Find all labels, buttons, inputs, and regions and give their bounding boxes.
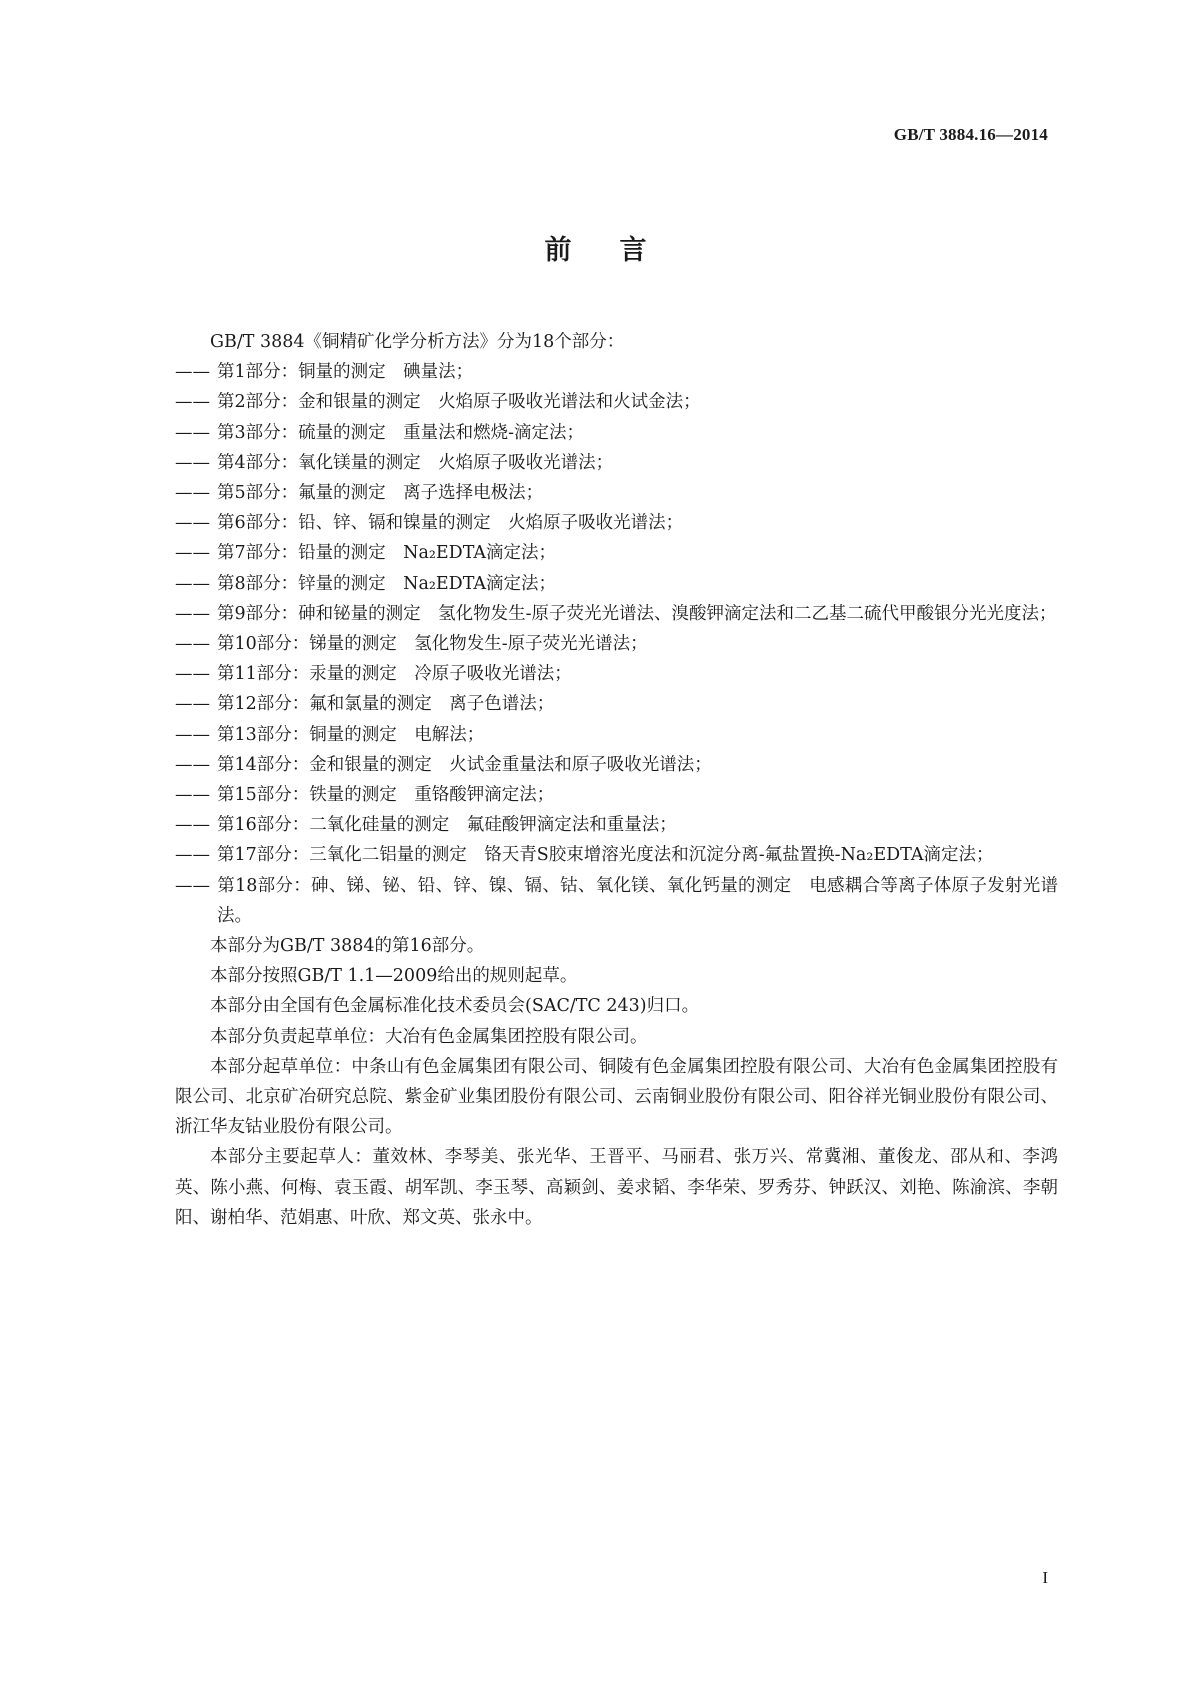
list-item xyxy=(175,720,1058,750)
list-dash: —— xyxy=(175,694,210,715)
part-10-text: 第10部分：锑量的测定 氢化物发生-原子荧光光谱法； xyxy=(217,634,648,655)
list-dash: —— xyxy=(175,362,210,383)
committee-statement: 本部分由全国有色金属标准化技术委员会(SAC/TC 243)归口。 xyxy=(210,996,700,1017)
standard-code: GB/T 3884.16—2014 xyxy=(893,125,1048,144)
list-item xyxy=(175,569,1058,599)
list-dash: —— xyxy=(175,422,210,443)
list-item xyxy=(175,871,1058,931)
page-title: 前言 xyxy=(544,235,695,266)
list-item xyxy=(175,659,1058,689)
part-11-text: 第11部分：汞量的测定 冷原子吸收光谱法； xyxy=(217,664,572,685)
list-dash: —— xyxy=(175,664,210,685)
part-9-text: 第9部分：砷和铋量的测定 氢化物发生-原子荧光光谱法、溴酸钾滴定法和二乙基二硫代甲酸银分光光度法； xyxy=(217,603,1057,624)
part-5-text: 第5部分：氟量的测定 离子选择电极法； xyxy=(217,483,544,504)
list-item xyxy=(175,357,1058,387)
list-item xyxy=(175,478,1058,508)
list-dash: —— xyxy=(175,875,210,896)
list-item xyxy=(175,508,1058,538)
part-1-text: 第1部分：铜量的测定 碘量法； xyxy=(217,362,474,383)
drafting-units-statement: 本部分起草单位：中条山有色金属集团有限公司、铜陵有色金属集团控股有限公司、大冶有色金属集团控股有限公司、北京矿冶研究总院、紫金矿业集团股份有限公司、云南铜业股份有限公司、阳谷祥光铜业股份有限公司、浙江华友钴业股份有限公司。 xyxy=(175,1056,1058,1138)
part-8-text: 第8部分：锌量的测定 Na₂EDTA滴定法； xyxy=(217,573,557,594)
part-6-text: 第6部分：铅、锌、镉和镍量的测定 火焰原子吸收光谱法； xyxy=(217,513,684,534)
list-dash: —— xyxy=(175,452,210,473)
list-dash: —— xyxy=(175,754,210,775)
page-number: I xyxy=(1042,1568,1048,1587)
list-dash: —— xyxy=(175,513,210,534)
part-12-text: 第12部分：氟和氯量的测定 离子色谱法； xyxy=(217,694,555,715)
part-2-text: 第2部分：金和银量的测定 火焰原子吸收光谱法和火试金法； xyxy=(217,392,701,413)
list-item xyxy=(175,418,1058,448)
list-dash: —— xyxy=(175,543,210,564)
parts-list xyxy=(175,357,1058,931)
intro-paragraph: GB/T 3884《铜精矿化学分析方法》分为18个部分： xyxy=(210,332,625,352)
list-item xyxy=(175,780,1058,810)
part-16-text: 第16部分：二氧化硅量的测定 氟硅酸钾滴定法和重量法； xyxy=(217,815,677,836)
list-item xyxy=(175,448,1058,478)
responsible-unit-statement: 本部分负责起草单位：大冶有色金属集团控股有限公司。 xyxy=(210,1026,648,1047)
list-dash: —— xyxy=(175,573,210,594)
part-4-text: 第4部分：氧化镁量的测定 火焰原子吸收光谱法； xyxy=(217,452,614,473)
list-item xyxy=(175,810,1058,840)
part-18-text: 第18部分：砷、锑、铋、铅、锌、镍、镉、钴、氧化镁、氧化钙量的测定 电感耦合等离子体原子发射光谱法。 xyxy=(217,875,1058,926)
list-dash: —— xyxy=(175,392,210,413)
part-3-text: 第3部分：硫量的测定 重量法和燃烧-滴定法； xyxy=(217,422,585,443)
list-dash: —— xyxy=(175,845,210,866)
drafting-rules-statement: 本部分按照GB/T 1.1—2009给出的规则起草。 xyxy=(210,966,578,987)
list-dash: —— xyxy=(175,634,210,655)
list-dash: —— xyxy=(175,603,210,624)
list-item xyxy=(175,689,1058,719)
foreword-body xyxy=(175,327,1058,1233)
list-item xyxy=(175,629,1058,659)
part-14-text: 第14部分：金和银量的测定 火试金重量法和原子吸收光谱法； xyxy=(217,754,712,775)
list-dash: —— xyxy=(175,724,210,745)
part-17-text: 第17部分：三氧化二铝量的测定 铬天青S胶束增溶光度法和沉淀分离-氟盐置换-Na₂EDTA滴定法； xyxy=(217,845,994,866)
list-dash: —— xyxy=(175,815,210,836)
list-item xyxy=(175,599,1058,629)
drafters-statement: 本部分主要起草人：董效林、李琴美、张光华、王晋平、马丽君、张万兴、常冀湘、董俊龙、邵从和、李鸿英、陈小燕、何梅、袁玉霞、胡军凯、李玉琴、高颖剑、姜求韬、李华荣、罗秀芬、钟跃汉、刘艳、陈渝滨、李朝阳、谢柏华、范娟惠、叶欣、郑文英、张永中。 xyxy=(175,1147,1058,1228)
list-dash: —— xyxy=(175,483,210,504)
list-item xyxy=(175,750,1058,780)
list-item xyxy=(175,387,1058,417)
list-item xyxy=(175,840,1058,870)
list-item xyxy=(175,538,1058,568)
part-7-text: 第7部分：铅量的测定 Na₂EDTA滴定法； xyxy=(217,543,557,564)
part-number-statement: 本部分为GB/T 3884的第16部分。 xyxy=(210,936,485,957)
part-15-text: 第15部分：铁量的测定 重铬酸钾滴定法； xyxy=(217,785,555,806)
list-dash: —— xyxy=(175,785,210,806)
part-13-text: 第13部分：铜量的测定 电解法； xyxy=(217,724,485,745)
